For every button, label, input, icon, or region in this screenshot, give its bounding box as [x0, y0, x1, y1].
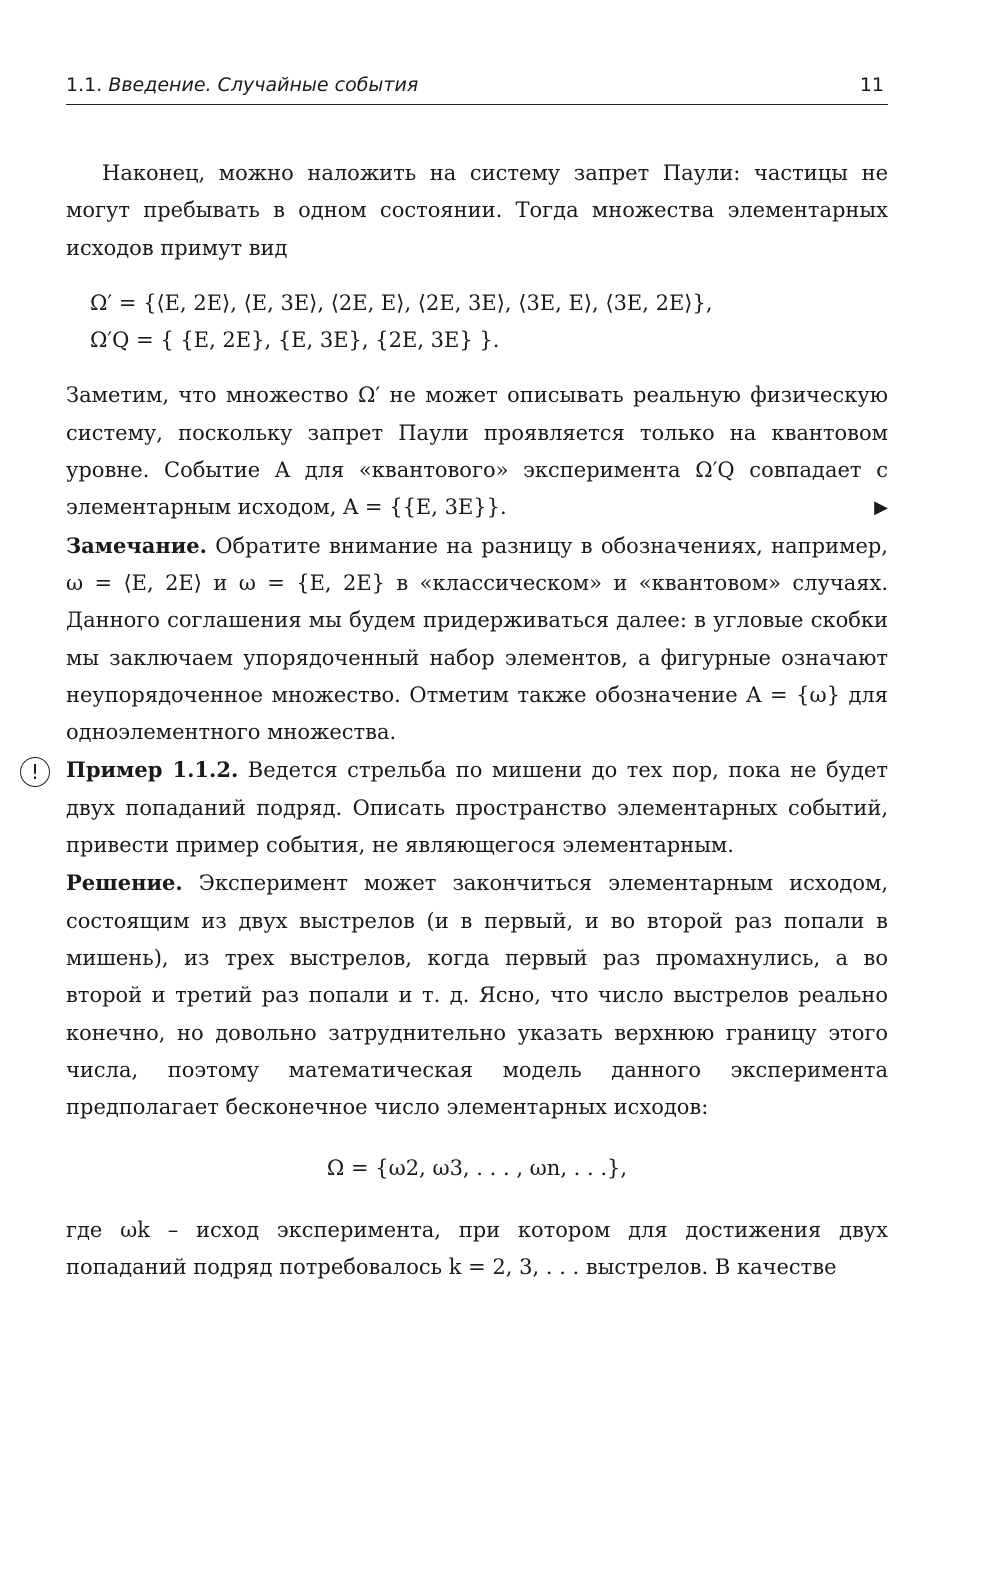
example-block [30, 751, 888, 864]
paragraph-pauli [66, 377, 888, 526]
paragraph-omega-k: где ωk – исход эксперимента, при котором для достижения двух попаданий подряд потребовалось k = 2, 3, . . . выстрелов. В качестве [66, 1217, 888, 1280]
solution-block [66, 864, 888, 1126]
paragraph-pauli-text: Заметим, что множество Ω′ не может описывать реальную физическую систему, поскольку запрет Паули проявляется только на квантовом уровне. Событие A для «квантового» эксперимента Ω′Q совпадает с элементарным исходом, A = {{E, 3E}}. [66, 383, 888, 520]
solution-label: Решение. [66, 870, 183, 896]
remark-block [66, 527, 888, 752]
section-number: 1.1. [66, 74, 103, 96]
formula-omega-space: Ω = {ω2, ω3, . . . , ωn, . . .}, [326, 1156, 628, 1181]
remark-label: Замечание. [66, 532, 207, 558]
section-title: Введение. Случайные события [108, 74, 419, 96]
end-of-example-marker: ▶ [874, 497, 888, 519]
exclamation-icon: ! [20, 757, 50, 787]
solution-text: Эксперимент может закончиться элементарным исходом, состоящим из двух выстрелов (и в первый, и во второй раз попали в мишень), из трех выстрелов, когда первый раз промахнулись, а во второй и третий раз попали и т. д. Ясно, что число выстрелов реально конечно, но довольно затруднительно указать верхнюю границу этого числа, поэтому математическая модель данного эксперимента предполагает бесконечное число элементарных исходов: [66, 871, 888, 1120]
paragraph-intro: Наконец, можно наложить на систему запрет Паули: частицы не могут пребывать в одном состоянии. Тогда множества элементарных исходов примут вид [66, 161, 888, 260]
example-label: Пример 1.1.2. [66, 757, 239, 783]
example-text: Ведется стрельба по мишени до тех пор, пока не будет двух попаданий подряд. Описать пространство элементарных событий, привести пример события, не являющегося элементарным. [66, 758, 888, 858]
page-body [30, 155, 888, 1286]
remark-text: Обратите внимание на разницу в обозначениях, например, ω = ⟨E, 2E⟩ и ω = {E, 2E} в «классическом» и «квантовом» случаях. Данного соглашения мы будем придерживаться далее: в угловые скобки мы заключаем упорядоченный набор элементов, а фигурные означают неупорядоченное множество. Отметим также обозначение A = {ω} для одноэлементного множества. [66, 533, 888, 745]
page-header [66, 70, 888, 105]
formula-omega-q: Ω′Q = { {E, 2E}, {E, 3E}, {2E, 3E} }. [90, 328, 500, 353]
running-head [66, 74, 418, 96]
formula-omega-prime: Ω′ = {⟨E, 2E⟩, ⟨E, 3E⟩, ⟨2E, E⟩, ⟨2E, 3E⟩, ⟨3E, E⟩, ⟨3E, 2E⟩}, [90, 290, 713, 315]
page-number: 11 [859, 74, 884, 96]
